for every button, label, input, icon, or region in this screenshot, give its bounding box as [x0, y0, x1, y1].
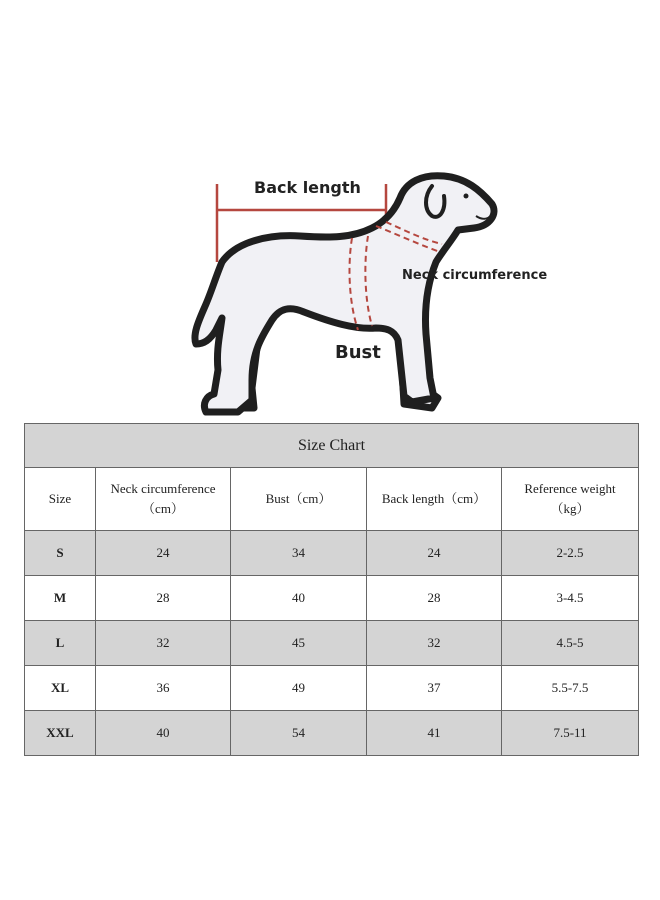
- dog-illustration: [0, 0, 660, 425]
- size-cell: XXL: [25, 711, 96, 756]
- size-table: [24, 423, 639, 756]
- weight-cell: 5.5-7.5: [502, 666, 639, 711]
- dog-eye: [464, 194, 469, 199]
- bust-cell: 45: [231, 621, 367, 666]
- table-row: [25, 576, 639, 621]
- table-row: [25, 531, 639, 576]
- size-cell: S: [25, 531, 96, 576]
- size-chart: [24, 423, 638, 756]
- weight-cell: 2-2.5: [502, 531, 639, 576]
- bust-cell: 34: [231, 531, 367, 576]
- weight-cell: 4.5-5: [502, 621, 639, 666]
- table-title-row: [25, 424, 639, 468]
- neck-cell: 24: [96, 531, 231, 576]
- back-length-cell: 37: [367, 666, 502, 711]
- table-header-row: [25, 468, 639, 531]
- table-title: Size Chart: [25, 424, 639, 468]
- table-row: [25, 621, 639, 666]
- header-bust: Bust（cm）: [231, 468, 367, 531]
- neck-cell: 32: [96, 621, 231, 666]
- table-row: [25, 711, 639, 756]
- weight-cell: 7.5-11: [502, 711, 639, 756]
- neck-circumference-label: Neck circumference: [402, 268, 548, 283]
- bust-cell: 49: [231, 666, 367, 711]
- header-neck: Neck circumference （cm）: [96, 468, 231, 531]
- back-length-cell: 41: [367, 711, 502, 756]
- measurement-diagram: [0, 0, 660, 425]
- back-length-cell: 28: [367, 576, 502, 621]
- bust-label: Bust: [335, 342, 381, 363]
- table-row: [25, 666, 639, 711]
- size-cell: XL: [25, 666, 96, 711]
- neck-cell: 36: [96, 666, 231, 711]
- back-length-cell: 32: [367, 621, 502, 666]
- size-cell: L: [25, 621, 96, 666]
- header-weight: Reference weight （kg）: [502, 468, 639, 531]
- neck-cell: 28: [96, 576, 231, 621]
- back-length-cell: 24: [367, 531, 502, 576]
- bust-cell: 54: [231, 711, 367, 756]
- bust-cell: 40: [231, 576, 367, 621]
- size-cell: M: [25, 576, 96, 621]
- back-length-label: Back length: [254, 178, 361, 197]
- neck-cell: 40: [96, 711, 231, 756]
- header-size: Size: [25, 468, 96, 531]
- weight-cell: 3-4.5: [502, 576, 639, 621]
- header-back-length: Back length（cm）: [367, 468, 502, 531]
